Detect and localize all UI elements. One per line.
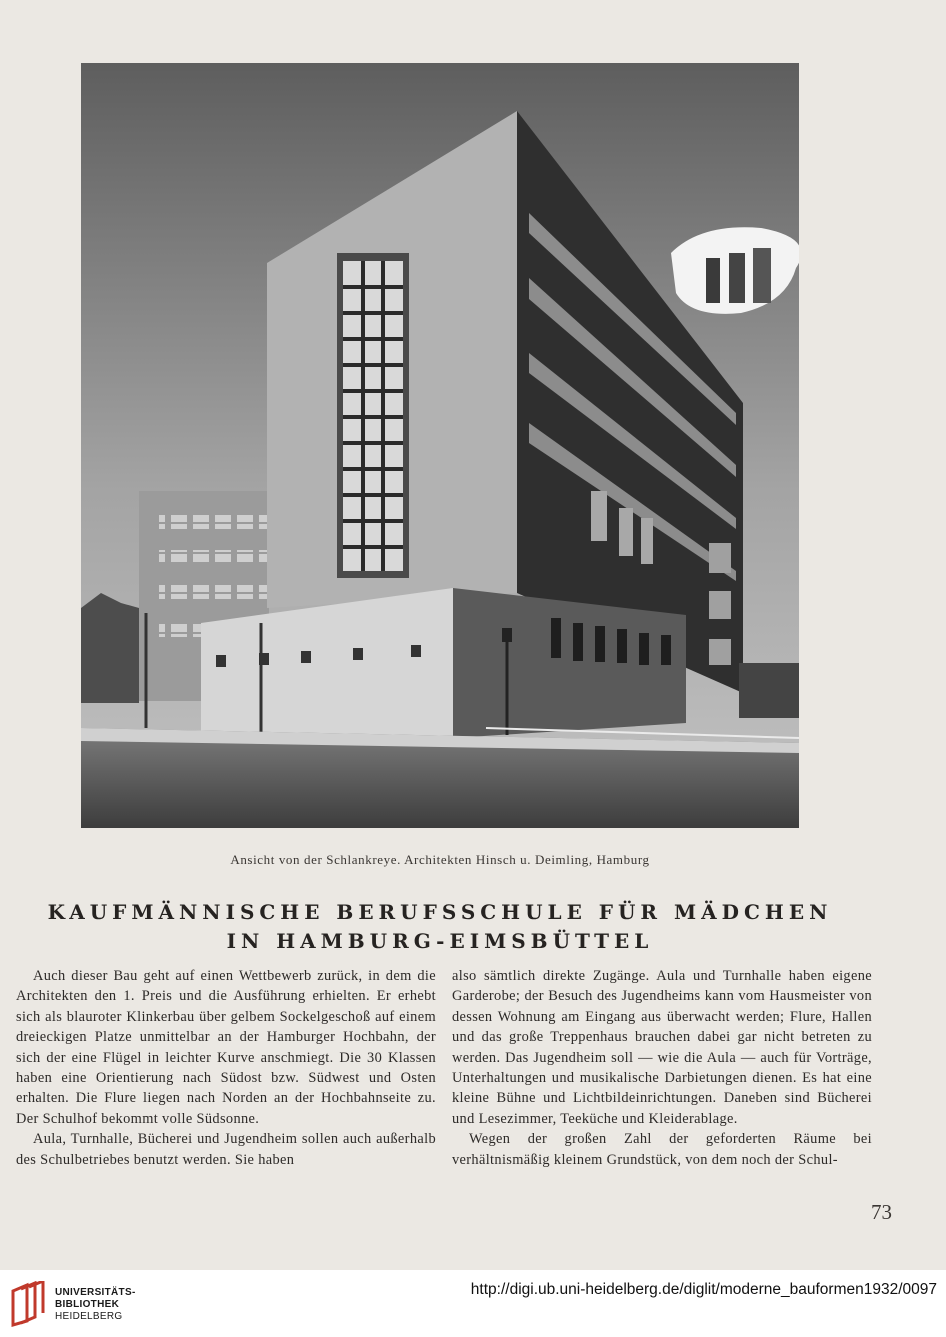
body-column-right bbox=[452, 966, 872, 1170]
logo-line: BIBLIOTHEK bbox=[55, 1299, 120, 1310]
library-footer bbox=[0, 1270, 946, 1337]
logo-line: UNIVERSITÄTS- bbox=[55, 1287, 136, 1298]
library-logo-icon bbox=[9, 1281, 49, 1332]
article-title-line1: KAUFMÄNNISCHE BERUFSSCHULE FÜR MÄDCHEN bbox=[47, 900, 833, 924]
page-number: 73 bbox=[871, 1200, 892, 1224]
logo-line: HEIDELBERG bbox=[55, 1311, 123, 1322]
paragraph: Auch dieser Bau geht auf einen Wettbewerb zurück, in dem die Architekten den 1. Preis und die Ausführung erhielten. Er erhebt sich als blauroter Klinkerbau über gelbem Sockelgeschoß auf einem dreieckigen Platze unmittelbar an der Hamburger Hochbahn, der sich der eine Flügel in leichter Kurve anschmiegt. Die 30 Klassen haben eine Orientierung nach Südost bzw. Südwest und Osten erhalten. Die Flure liegen nach Norden an der Hochbahnseite zu. Der Schulhof bekommt volle Südsonne. bbox=[16, 968, 436, 1127]
article-title-line2: IN HAMBURG-EIMSBÜTTEL bbox=[226, 929, 654, 953]
paragraph: also sämtlich direkte Zugänge. Aula und Turnhalle haben eigene Garderobe; der Besuch des Jugendheims kann vom Hausmeister von dessen Wohnung am Eingang aus überwacht werden; Flure, Hallen und das große Treppenhaus brauchen dabei gar nicht betreten zu werden. Das Jugendheim soll — wie die Aula — auch für Vorträge, Unterhaltungen und musikalische Darbietungen dienen. Es hat eine kleine Bühne und Lichtbildeinrichtungen. Daneben sind Bücherei und Lesezimmer, Teeküche und Kleiderablage. bbox=[452, 968, 872, 1127]
body-column-left bbox=[16, 966, 436, 1170]
photo-caption: Ansicht von der Schlankreye. Architekten Hinsch u. Deimling, Hamburg bbox=[230, 852, 650, 867]
building-photograph bbox=[81, 63, 799, 828]
library-logo-text bbox=[55, 1287, 136, 1323]
source-url-link[interactable]: http://digi.ub.uni-heidelberg.de/diglit/moderne_bauformen1932/0097 bbox=[470, 1281, 937, 1298]
paragraph: Aula, Turnhalle, Bücherei und Jugendheim sollen auch außerhalb des Schulbetriebes benutzt werden. Sie haben bbox=[16, 1131, 436, 1168]
paragraph: Wegen der großen Zahl der geforderten Räume bei verhältnismäßig kleinem Grundstück, von dem noch der Schul- bbox=[452, 1131, 872, 1168]
